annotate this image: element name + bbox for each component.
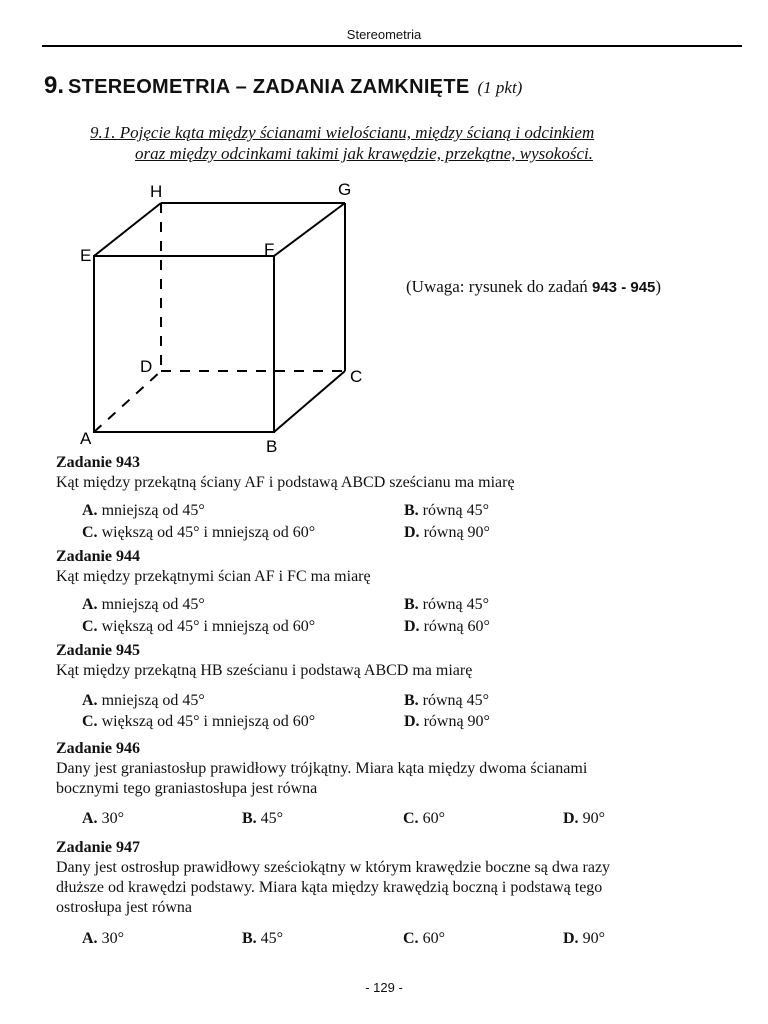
section-line-2: oraz między odcinkami takimi jak krawędzie, przekątne, wysokości. — [135, 144, 593, 163]
answer-b: B. 45° — [242, 930, 284, 947]
section-line-1: 9.1. Pojęcie kąta między ścianami wielościanu, między ścianą i odcinkiem — [90, 123, 595, 142]
task-heading: Zadanie 945 — [56, 642, 141, 659]
section-heading — [90, 122, 710, 164]
chapter-number: 9. — [44, 72, 65, 99]
vertex-label-c: C — [350, 367, 363, 386]
task-945 — [56, 641, 472, 681]
answer-c: C. większą od 45° i mniejszą od 60° — [82, 524, 316, 541]
task-heading: Zadanie 947 — [56, 839, 141, 856]
task-question-line-1: Dany jest graniastosłup prawidłowy trójkątny. Miara kąta między dwoma ścianami — [56, 760, 588, 777]
answer-d: D. równą 90° — [404, 524, 490, 541]
chapter-title — [44, 72, 522, 100]
answer-c: C. 60° — [403, 930, 445, 947]
task-946 — [56, 739, 587, 799]
answer-c: C. 60° — [403, 810, 445, 827]
figure-note: (Uwaga: rysunek do zadań 943 - 945) — [406, 277, 662, 296]
task-947 — [56, 838, 610, 918]
answer-a: A. 30° — [82, 930, 124, 947]
answer-a: A. 30° — [82, 810, 124, 827]
task-943 — [56, 453, 515, 493]
task-question-line-3: ostrosłupa jest równa — [56, 899, 192, 916]
task-question-line-2: dłuższe od krawędzi podstawy. Miara kąta między krawędzią boczną i podstawą tego — [56, 879, 603, 896]
hidden-edges — [94, 203, 345, 432]
answer-d: D. równą 60° — [404, 618, 490, 635]
task-heading: Zadanie 943 — [56, 454, 141, 471]
chapter-heading: STEREOMETRIA – ZADANIA ZAMKNIĘTE — [68, 76, 470, 98]
answer-a: A. mniejszą od 45° — [82, 596, 205, 613]
task-944 — [56, 547, 371, 587]
answer-b: B. 45° — [242, 810, 284, 827]
cube-front-face — [94, 256, 274, 432]
task-question: Kąt między przekątnymi ścian AF i FC ma miarę — [56, 568, 371, 585]
vertex-label-h: H — [150, 182, 163, 201]
chapter-points: (1 pkt) — [477, 78, 523, 97]
answer-b: B. równą 45° — [404, 692, 490, 709]
vertex-label-a: A — [80, 429, 92, 448]
note-task-range: 943 - 945 — [592, 279, 656, 296]
answer-d: D. 90° — [563, 810, 605, 827]
answer-c: C. większą od 45° i mniejszą od 60° — [82, 618, 316, 635]
task-question: Kąt między przekątną ściany AF i podstawą ABCD sześcianu ma miarę — [56, 474, 515, 491]
running-header: Stereometria — [346, 27, 422, 42]
task-question-line-2: bocznymi tego graniastosłupa jest równa — [56, 780, 318, 797]
vertex-label-g: G — [338, 180, 352, 199]
answer-d: D. 90° — [563, 930, 605, 947]
vertex-label-d: D — [140, 357, 153, 376]
vertex-label-f: F — [264, 240, 275, 259]
task-question-line-1: Dany jest ostrosłup prawidłowy sześciokątny w którym krawędzie boczne są dwa razy — [56, 859, 611, 876]
task-question: Kąt między przekątną HB sześcianu i podstawą ABCD ma miarę — [56, 662, 473, 679]
vertex-label-b: B — [266, 437, 278, 456]
answer-a: A. mniejszą od 45° — [82, 502, 205, 519]
task-heading: Zadanie 944 — [56, 548, 141, 565]
vertex-label-e: E — [80, 246, 92, 265]
answer-d: D. równą 90° — [404, 713, 490, 730]
answer-b: B. równą 45° — [404, 596, 490, 613]
answer-a: A. mniejszą od 45° — [82, 692, 205, 709]
answer-c: C. większą od 45° i mniejszą od 60° — [82, 713, 316, 730]
answer-b: B. równą 45° — [404, 502, 490, 519]
cube-figure — [70, 176, 380, 456]
header-rule — [42, 45, 742, 47]
page-number: - 129 - — [365, 980, 403, 995]
task-heading: Zadanie 946 — [56, 740, 141, 757]
